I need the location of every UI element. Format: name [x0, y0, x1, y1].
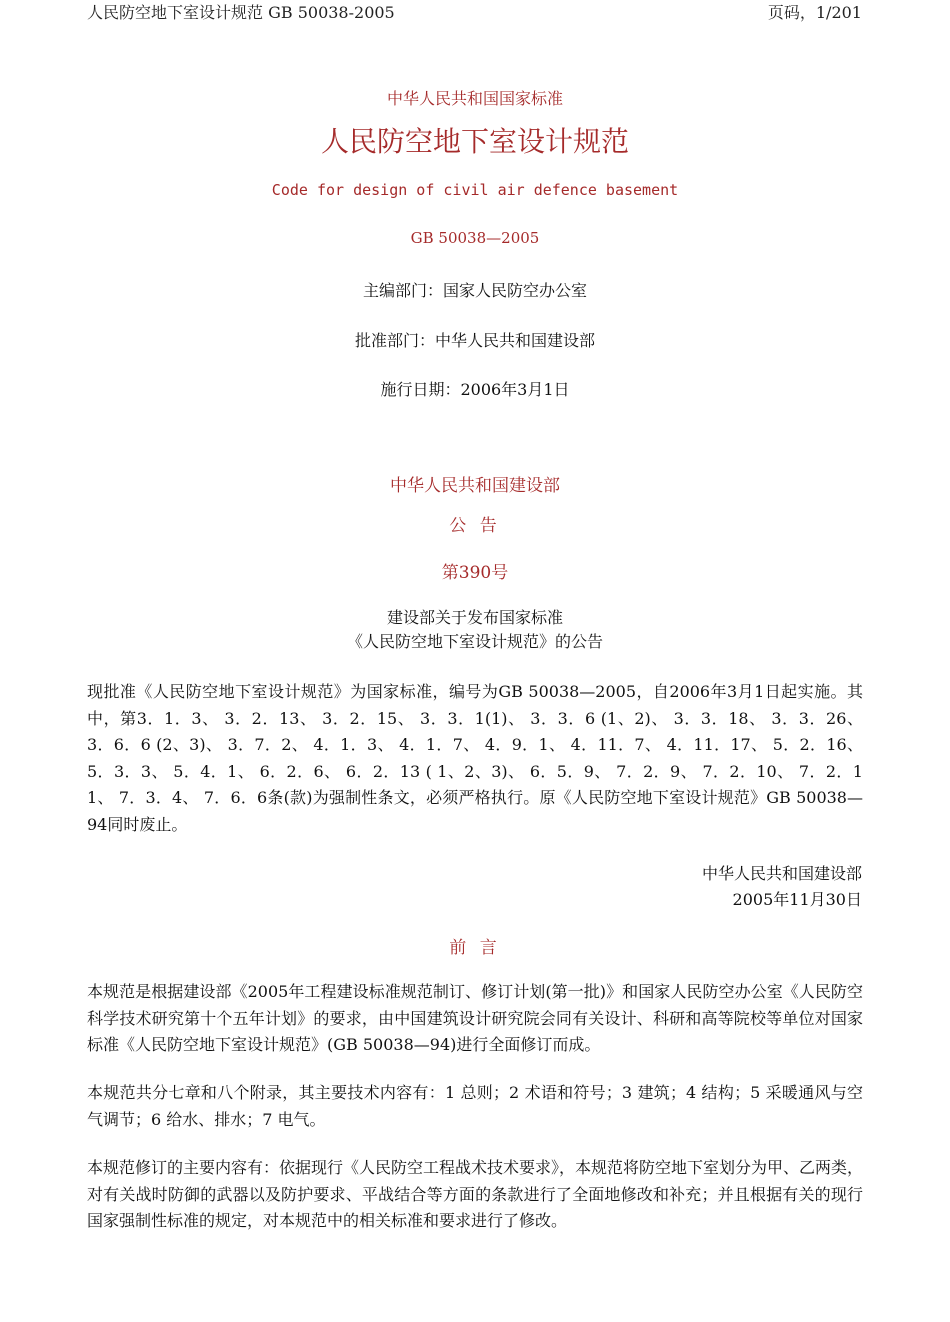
- announcement-body: 现批准《人民防空地下室设计规范》为国家标准，编号为GB 50038—2005，自2006年3月1日起实施。其中，第3．1．3、 3．2．13、 3．2．15、 3．3．1(1)、 3．3．6 (1、2)、 3．3．18、 3．3．26、 3．6．6 (2、3)、 3．7．2、 4．1．3、 4．1．7、 4．9．1、 4．11．7、 4．11．17、 5．2．16、 5．3．3、 5．4．1、 6．2．6、 6．2．13 ( 1、2、3)、 6．5．9、 7．2．9、 7．2．10、 7．2．11、 7．3．4、 7．6．6条(款)为强制性条文，必须严格执行。原《人民防空地下室设计规范》GB 50038—94同时废止。: [87, 682, 863, 834]
- approver-department: 批准部门：中华人民共和国建设部: [354, 331, 595, 350]
- signer: 中华人民共和国建设部: [701, 864, 862, 883]
- announcement-ministry: 中华人民共和国建设部: [390, 476, 560, 496]
- preface-title: 前 言: [449, 938, 501, 958]
- preface-paragraph: 本规范共分七章和八个附录，其主要技术内容有：1 总则；2 术语和符号；3 建筑；4 结构；5 采暖通风与空气调节；6 给水、排水；7 电气。: [87, 1083, 863, 1129]
- announcement-label: 公 告: [449, 516, 501, 536]
- announcement-subject-line2: 《人民防空地下室设计规范》的公告: [346, 632, 603, 651]
- announcement-number: 第390号: [441, 563, 509, 583]
- effective-date: 施行日期：2006年3月1日: [380, 380, 570, 399]
- sign-date: 2005年11月30日: [732, 890, 862, 909]
- page-number: 页码，1/201: [767, 3, 862, 22]
- document-title: 人民防空地下室设计规范: [320, 125, 629, 158]
- preface-paragraph: 本规范是根据建设部《2005年工程建设标准规范制订、修订计划(第一批)》和国家人民防空办公室《人民防空科学技术研究第十个五年计划》的要求，由中国建筑设计研究院会同有关设计、科研和高等院校等单位对国家标准《人民防空地下室设计规范》(GB 50038—94)进行全面修订而成。: [87, 982, 863, 1054]
- running-header-title: 人民防空地下室设计规范 GB 50038-2005: [87, 3, 395, 22]
- editor-department: 主编部门：国家人民防空办公室: [362, 281, 587, 300]
- standard-org: 中华人民共和国国家标准: [386, 89, 563, 108]
- announcement-subject-line1: 建设部关于发布国家标准: [386, 608, 563, 627]
- english-title: Code for design of civil air defence basement: [271, 181, 679, 199]
- preface-paragraph: 本规范修订的主要内容有：依据现行《人民防空工程战术技术要求》，本规范将防空地下室划分为甲、乙两类，对有关战时防御的武器以及防护要求、平战结合等方面的条款进行了全面地修改和补充；并且根据有关的现行国家强制性标准的规定，对本规范中的相关标准和要求进行了修改。: [87, 1158, 864, 1230]
- standard-code: GB 50038—2005: [410, 229, 540, 247]
- announcement-subject: [0, 606, 950, 654]
